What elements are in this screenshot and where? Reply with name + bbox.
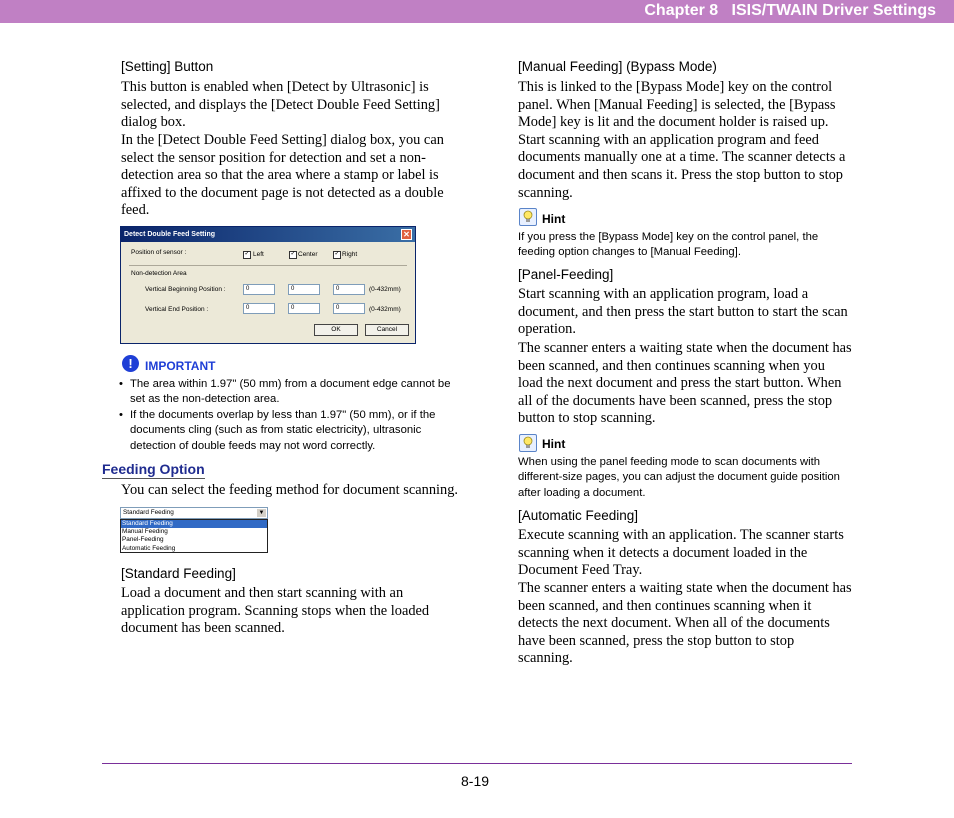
dialog-titlebar	[121, 227, 415, 242]
feeding-dropdown[interactable]	[120, 507, 268, 553]
page-number: 8-19	[461, 773, 490, 789]
standard-feeding-desc: Load a document and then start scanning with an application program. Scanning stops when the loaded document has been scanned.	[121, 585, 430, 637]
important-list	[119, 377, 459, 454]
chapter-title: Chapter 8 ISIS/TWAIN Driver Settings	[644, 2, 936, 19]
center-checkbox[interactable]: ✓	[290, 251, 296, 257]
panel-feeding-desc: Start scanning with an application program, load a document, and then press the start button to start the scan operation.	[518, 286, 848, 338]
hint-text: If you press the [Bypass Mode] key on the control panel, the feeding option changes to [Manual Feeding].	[518, 231, 819, 259]
chevron-down-icon[interactable]: ▼	[258, 510, 265, 516]
left-checkbox-label: Left	[253, 251, 264, 258]
dialog-title: Detect Double Feed Setting	[124, 231, 216, 238]
manual-feeding-desc: This is linked to the [Bypass Mode] key on the control panel. When [Manual Feeding] is selected, the [Bypass Mode] key is lit and the document holder is raised up. Start scanning with an application program and feed documents manually one at a time. The scanner detects a document and then scans it. Press the stop button to stop scanning.	[518, 79, 846, 201]
footer-rule	[102, 763, 852, 764]
important-icon: !	[122, 355, 139, 372]
feeding-option-heading: Feeding Option	[102, 461, 205, 477]
setting-button-label: [Setting] Button	[121, 59, 214, 74]
standard-feeding-label: [Standard Feeding]	[121, 566, 236, 581]
hint-title: Hint	[542, 437, 566, 451]
option-automatic-feeding[interactable]: Automatic Feeding	[122, 544, 176, 552]
feeding-select[interactable]	[120, 507, 268, 519]
center-checkbox-label: Center	[298, 251, 318, 258]
vep-input-2[interactable]: 0	[288, 303, 320, 314]
dialog-divider	[129, 265, 407, 266]
lightbulb-icon	[519, 208, 537, 226]
automatic-feeding-label: [Automatic Feeding]	[518, 508, 639, 523]
option-panel-feeding[interactable]: Panel-Feeding	[122, 536, 164, 544]
vertical-beginning-label: Vertical Beginning Position :	[145, 286, 226, 293]
option-standard-feeding[interactable]: Standard Feeding	[121, 520, 267, 528]
vbp-range: (0-432mm)	[369, 286, 401, 293]
vbp-input-2[interactable]: 0	[288, 284, 320, 295]
chapter-header-bar	[0, 0, 954, 23]
manual-feeding-label: [Manual Feeding] (Bypass Mode)	[518, 59, 717, 74]
important-item: • If the documents overlap by less than 1.97" (50 mm), or if the documents cling (such as from static electricity), ultrasonic detection of double feeds may not word correctly.	[119, 408, 459, 454]
left-checkbox[interactable]: ✓	[244, 251, 250, 257]
important-item: • The area within 1.97" (50 mm) from a document edge cannot be set as the non-detection area.	[119, 377, 459, 408]
option-manual-feeding[interactable]: Manual Feeding	[122, 528, 168, 536]
vep-input-1[interactable]: 0	[243, 303, 275, 314]
panel-feeding-label: [Panel-Feeding]	[518, 267, 614, 282]
automatic-feeding-desc: Execute scanning with an application. The scanner starts scanning when it detects a document loaded in the Document Feed Tray.	[518, 527, 844, 579]
vep-range: (0-432mm)	[369, 306, 401, 313]
feeding-selected-value: Standard Feeding	[123, 509, 174, 516]
hint-text: When using the panel feeding mode to scan documents with different-size pages, you can adjust the document guide position after loading a document.	[518, 456, 840, 499]
non-detection-area-label: Non-detection Area	[131, 270, 187, 277]
ok-button[interactable]: OK	[314, 324, 358, 336]
vbp-input-1[interactable]: 0	[243, 284, 275, 295]
setting-button-desc-2: In the [Detect Double Feed Setting] dialog box, you can select the sensor position for detection and set a non-detection area so that the area where a stamp or label is affixed to the document page is not detected as a double feed.	[121, 132, 444, 219]
vbp-input-3[interactable]: 0	[333, 284, 365, 295]
close-icon[interactable]: ✕	[401, 229, 412, 240]
automatic-feeding-desc-2: The scanner enters a waiting state when the document has been scanned, and then continues scanning when it detects the next document. When all of the documents have been scanned, press the stop button to stop scanning.	[518, 580, 852, 667]
right-checkbox-label: Right	[342, 251, 358, 258]
vep-input-3[interactable]: 0	[333, 303, 365, 314]
panel-feeding-desc-2: The scanner enters a waiting state when the document has been scanned, and then continues scanning when you load the next document and press the start button. When all of the documents have been scanned, press the stop button to stop scanning.	[518, 340, 852, 427]
vertical-end-label: Vertical End Position :	[145, 306, 209, 313]
lightbulb-icon	[519, 434, 537, 452]
important-title: IMPORTANT	[145, 359, 216, 373]
feeding-options-list	[120, 519, 268, 553]
hint-title: Hint	[542, 212, 566, 226]
cancel-button[interactable]: Cancel	[365, 324, 409, 336]
setting-button-desc: This button is enabled when [Detect by Ultrasonic] is selected, and displays the [Detect Double Feed Setting] dialog box.	[121, 79, 440, 131]
right-checkbox[interactable]: ✓	[334, 251, 340, 257]
feeding-option-desc: You can select the feeding method for document scanning.	[121, 482, 459, 498]
sensor-position-label: Position of sensor :	[131, 249, 187, 256]
detect-double-feed-dialog	[120, 226, 416, 344]
